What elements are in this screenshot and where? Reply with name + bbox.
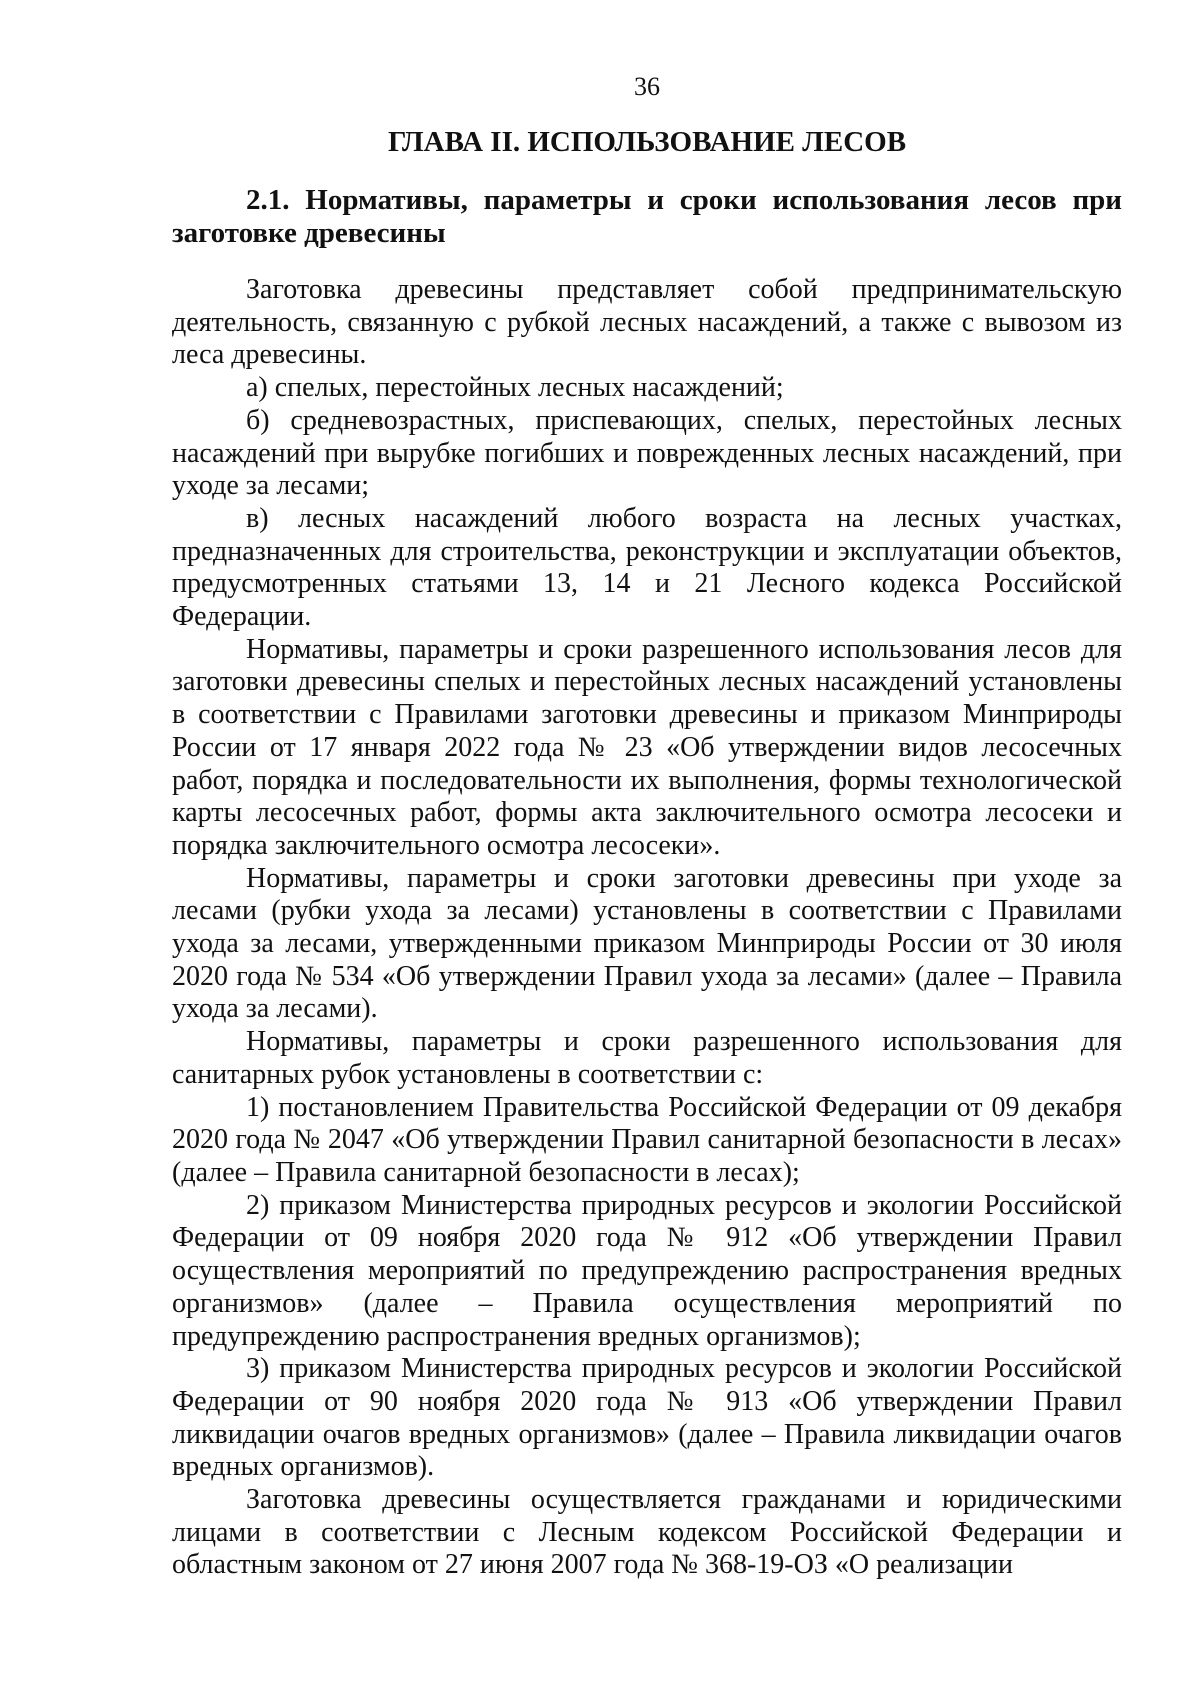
list-item-2: 2) приказом Министерства природных ресурсов и экологии Российской Федерации от 09 ноября 2020 года № 912 «Об утверждении Правил осуществления мероприятий по предупреждению распространения вредных организмов» (далее – Правила осуществления мероприятий по предупреждению распространения вредных организмов); — [172, 1189, 1122, 1352]
paragraph: Нормативы, параметры и сроки заготовки древесины при уходе за лесами (рубки ухода за лесами) установлены в соответствии с Правилами ухода за лесами, утвержденными приказом Минприроды России от 30 июля 2020 года № 534 «Об утверждении Правил ухода за лесами» (далее – Правила ухода за лесами). — [172, 862, 1122, 1025]
section-title: 2.1. Нормативы, параметры и сроки использования лесов при заготовке древесины — [172, 184, 1122, 249]
list-item-c: в) лесных насаждений любого возраста на лесных участках, предназначенных для строительства, реконструкции и эксплуатации объектов, предусмотренных статьями 13, 14 и 21 Лесного кодекса Российской Федерации. — [172, 502, 1122, 633]
page-number: 36 — [634, 72, 660, 101]
list-item-a: а) спелых, перестойных лесных насаждений; — [246, 372, 784, 404]
paragraph: Заготовка древесины представляет собой предпринимательскую деятельность, связанную с рубкой лесных насаждений, а также с вывозом из леса древесины. — [172, 274, 1122, 371]
paragraph: Нормативы, параметры и сроки разрешенного использования лесов для заготовки древесины спелых и перестойных лесных насаждений установлены в соответствии с Правилами заготовки древесины и приказом Минприроды России от 17 января 2022 года № 23 «Об утверждении видов лесосечных работ, порядка и последовательности их выполнения, формы технологической карты лесосечных работ, формы акта заключительного осмотра лесосеки и порядка заключительного осмотра лесосеки». — [172, 633, 1122, 861]
chapter-title: ГЛАВА II. ИСПОЛЬЗОВАНИЕ ЛЕСОВ — [387, 126, 907, 158]
paragraph: Заготовка древесины осуществляется гражданами и юридическими лицами в соответствии с Лесным кодексом Российской Федерации и областным законом от 27 июня 2007 года № 368-19-ОЗ «О реализации — [172, 1484, 1122, 1581]
paragraph: Нормативы, параметры и сроки разрешенного использования для санитарных рубок установлены в соответствии с: — [172, 1026, 1122, 1090]
list-item-3: 3) приказом Министерства природных ресурсов и экологии Российской Федерации от 90 ноября 2020 года № 913 «Об утверждении Правил ликвидации очагов вредных организмов» (далее – Правила ликвидации очагов вредных организмов). — [172, 1353, 1122, 1483]
body-text — [172, 274, 1122, 1582]
list-item-b: б) средневозрастных, приспевающих, спелых, перестойных лесных насаждений при вырубке погибших и поврежденных лесных насаждений, при уходе за лесами; — [172, 404, 1122, 502]
list-item-1: 1) постановлением Правительства Российской Федерации от 09 декабря 2020 года № 2047 «Об утверждении Правил санитарной безопасности в лесах» (далее – Правила санитарной безопасности в лесах); — [172, 1091, 1122, 1188]
